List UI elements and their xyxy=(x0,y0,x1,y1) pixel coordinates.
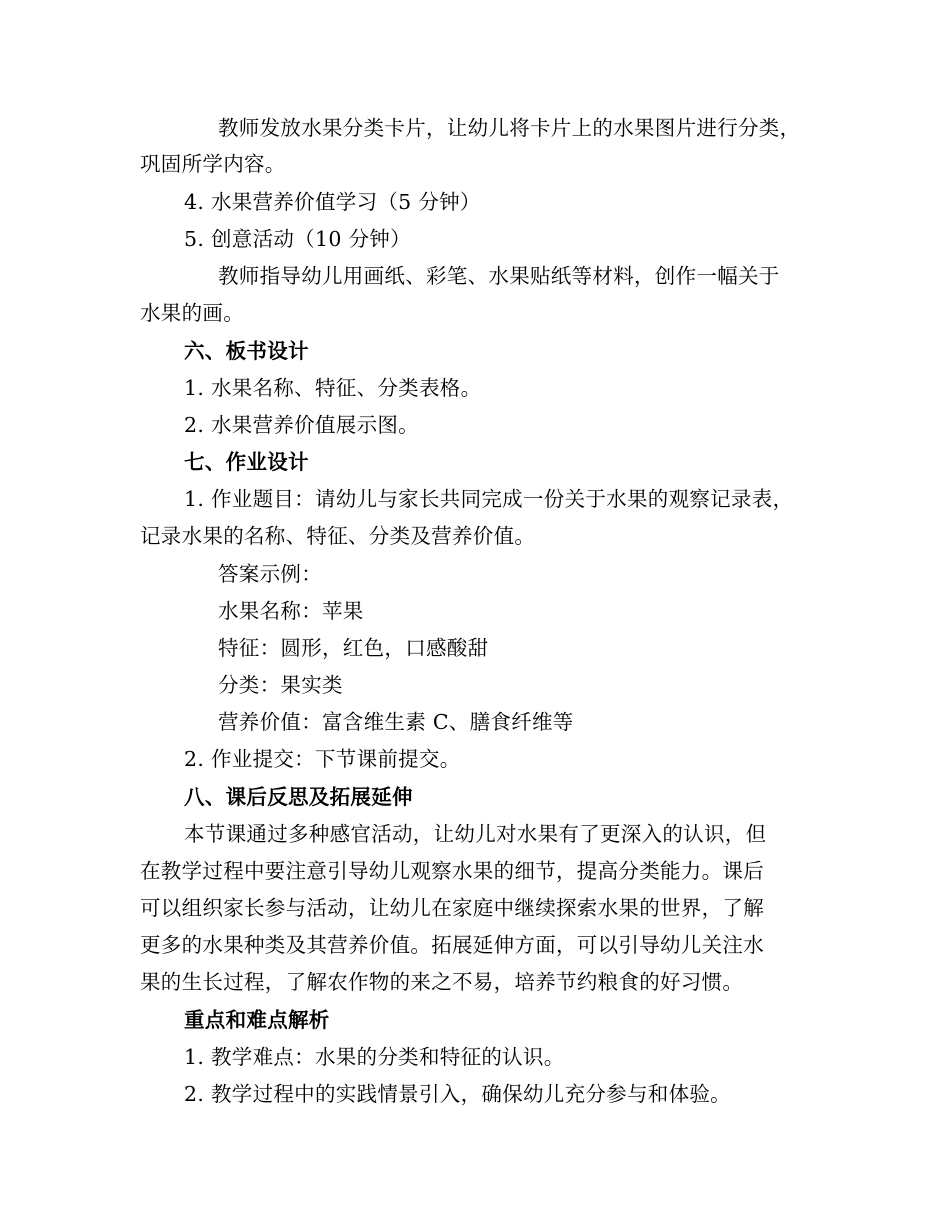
paragraph-line: 特征：圆形，红色，口感酸甜 xyxy=(218,636,489,660)
paragraph-line: 记录水果的名称、特征、分类及营养价值。 xyxy=(140,524,536,548)
list-item: 2. 作业提交：下节课前提交。 xyxy=(184,747,461,771)
section-heading: 八、课后反思及拓展延伸 xyxy=(184,785,413,809)
paragraph-line: 营养价值：富含维生素 C、膳食纤维等 xyxy=(218,710,574,734)
paragraph-line: 果的生长过程，了解农作物的来之不易，培养节约粮食的好习惯。 xyxy=(140,970,744,994)
list-item: 4. 水果营养价值学习（5 分钟） xyxy=(184,190,481,214)
list-item: 5. 创意活动（10 分钟） xyxy=(184,227,411,251)
paragraph-line: 本节课通过多种感官活动，让幼儿对水果有了更深入的认识，但 xyxy=(184,822,767,846)
section-heading: 七、作业设计 xyxy=(184,450,309,474)
paragraph-line: 水果名称：苹果 xyxy=(218,599,364,623)
paragraph-line: 教师发放水果分类卡片，让幼儿将卡片上的水果图片进行分类， xyxy=(218,116,801,140)
paragraph-line: 可以组织家长参与活动，让幼儿在家庭中继续探索水果的世界，了解 xyxy=(140,896,764,920)
section-heading: 重点和难点解析 xyxy=(184,1008,330,1032)
paragraph-line: 答案示例： xyxy=(218,562,322,586)
list-item: 1. 水果名称、特征、分类表格。 xyxy=(184,376,482,400)
list-item: 1. 作业题目：请幼儿与家长共同完成一份关于水果的观察记录表， xyxy=(184,487,794,511)
paragraph-line: 水果的画。 xyxy=(140,301,244,325)
paragraph-line: 教师指导幼儿用画纸、彩笔、水果贴纸等材料，创作一幅关于 xyxy=(218,264,780,288)
section-heading: 六、板书设计 xyxy=(184,339,309,363)
paragraph-line: 巩固所学内容。 xyxy=(140,152,286,176)
paragraph-line: 分类：果实类 xyxy=(218,673,343,697)
list-item: 1. 教学难点：水果的分类和特征的认识。 xyxy=(184,1045,565,1069)
paragraph-line: 更多的水果种类及其营养价值。拓展延伸方面，可以引导幼儿关注水 xyxy=(140,933,764,957)
paragraph-line: 在教学过程中要注意引导幼儿观察水果的细节，提高分类能力。课后 xyxy=(140,859,764,883)
list-item: 2. 水果营养价值展示图。 xyxy=(184,413,419,437)
list-item: 2. 教学过程中的实践情景引入，确保幼儿充分参与和体验。 xyxy=(184,1082,731,1106)
